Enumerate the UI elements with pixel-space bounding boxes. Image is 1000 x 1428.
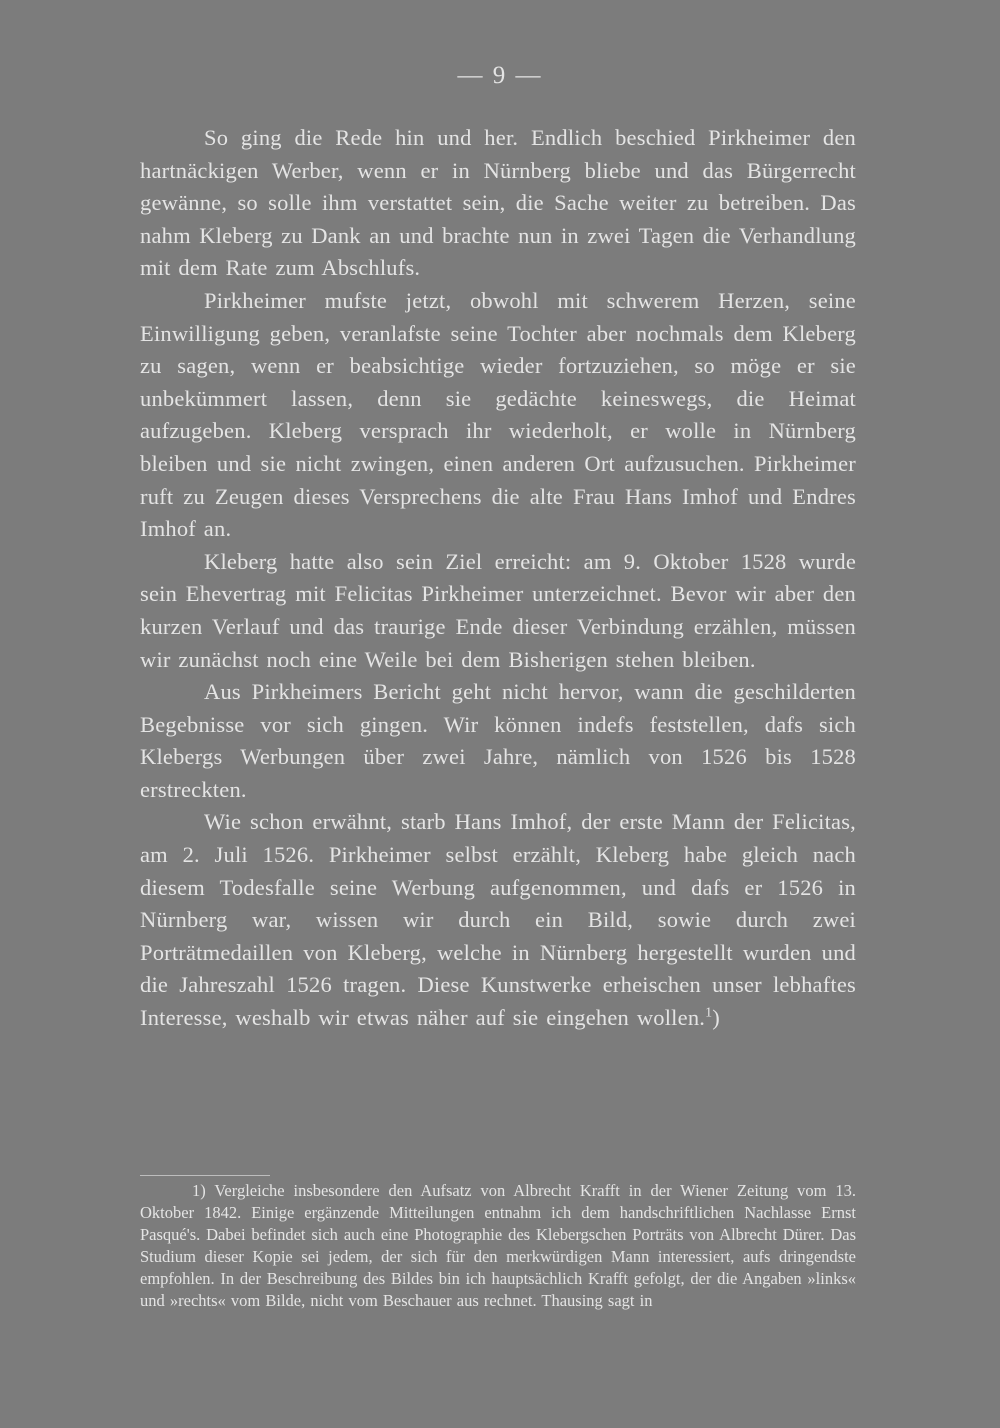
body-text	[140, 122, 856, 1035]
paragraph: Aus Pirkheimers Bericht geht nicht hervor, wann die geschilderten Begebnisse vor sich gingen. Wir können indefs feststellen, dafs sich Klebergs Werbungen über zwei Jahre, nämlich von 1526 bis 1528 erstreckten.	[140, 679, 856, 802]
footnote-separator	[140, 1175, 270, 1176]
paragraph: So ging die Rede hin und her. Endlich beschied Pirkheimer den hartnäckigen Werber, wenn er in Nürnberg bliebe und das Bürgerrecht gewänne, so solle ihm verstattet sein, die Sache weiter zu betreiben. Das nahm Kleberg zu Dank an und brachte nun in zwei Tagen die Verhandlung mit dem Rate zum Abschlufs.	[140, 125, 856, 281]
footnote-text: Vergleiche insbesondere den Aufsatz von Albrecht Krafft in der Wiener Zeitung vom 13. Oktober 1842. Einige ergänzende Mitteilungen entnahm ich dem handschriftlichen Nachlasse Ernst Pasqué's. Dabei befindet sich auch eine Photographie des Klebergschen Porträts von Albrecht Dürer. Das Studium dieser Kopie sei jedem, der sich für den merkwürdigen Mann interessiert, aufs dringendste empfohlen. In der Beschreibung des Bildes bin ich hauptsächlich Krafft gefolgt, der die Angaben »links« und »rechts« vom Bilde, nicht vom Beschauer aus rechnet. Thausing sagt in	[140, 1181, 856, 1310]
paragraph: Kleberg hatte also sein Ziel erreicht: am 9. Oktober 1528 wurde sein Ehevertrag mit Felicitas Pirkheimer unterzeichnet. Bevor wir aber den kurzen Verlauf und das traurige Ende dieser Verbindung erzählen, müssen wir zunächst noch eine Weile bei dem Bisherigen stehen bleiben.	[140, 548, 856, 672]
footnote	[140, 1180, 856, 1312]
paragraph-with-footnote-reference: Wie schon erwähnt, starb Hans Imhof, der erste Mann der Felicitas, am 2. Juli 1526. Pirkheimer selbst erzählt, Kleberg habe gleich nach diesem Todesfalle seine Werbung aufgenommen, und dafs er 1526 in Nürnberg war, wissen wir durch ein Bild, sowie durch zwei Porträtmedaillen von Kleberg, welche in Nürnberg hergestellt wurden und die Jahreszahl 1526 tragen. Diese Kunstwerke erheischen unser lebhaftes Interesse, weshalb wir etwas näher auf sie eingehen wollen.$^1$)	[140, 809, 856, 1031]
footnote-reference: 1	[705, 1005, 713, 1021]
paragraph-text: Wie schon erwähnt, starb Hans Imhof, der erste Mann der Felicitas, am 2. Juli 1526. Pirkheimer selbst erzählt, Kleberg habe gleich nach diesem Todesfalle seine Werbung aufgenommen, und dafs er 1526 in Nürnberg war, wissen wir durch ein Bild, sowie durch zwei Porträtmedaillen von Kleberg, welche in Nürnberg hergestellt wurden und die Jahreszahl 1526 tragen. Diese Kunstwerke erheischen unser lebhaftes Interesse, weshalb wir etwas näher auf sie eingehen wollen.	[140, 809, 856, 1031]
page-number: — 9 —	[457, 62, 543, 89]
footnote-marker: 1)	[192, 1181, 206, 1200]
paragraph: Pirkheimer mufste jetzt, obwohl mit schwerem Herzen, seine Einwilligung geben, veranlafste seine Tochter aber nochmals dem Kleberg zu sagen, wenn er beabsichtige wieder fortzuziehen, so möge er sie unbekümmert lassen, denn sie gedächte keineswegs, die Heimat aufzugeben. Kleberg versprach ihr wiederholt, er wolle in Nürnberg bleiben und sie nicht zwingen, einen anderen Ort aufzusuchen. Pirkheimer ruft zu Zeugen dieses Versprechens die alte Frau Hans Imhof und Endres Imhof an.	[140, 287, 856, 542]
